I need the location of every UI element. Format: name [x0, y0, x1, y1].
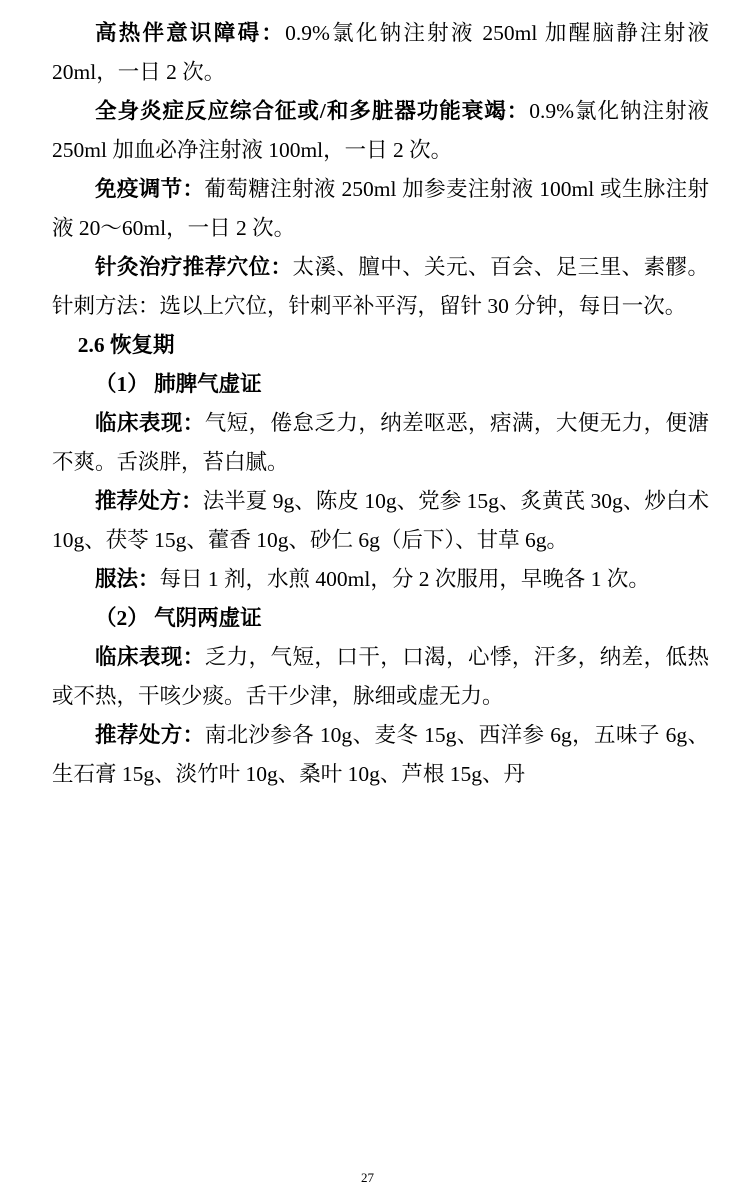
- paragraph-text: 0.9%氯化钠注射液 250ml 加醒脑静注射液 20ml，一日 2 次。: [52, 21, 709, 84]
- section-heading: 2.6 恢复期: [77, 333, 175, 357]
- paragraph-block: [52, 638, 709, 716]
- paragraph-bold-lead: 临床表现：: [95, 645, 205, 669]
- paragraph-block: [52, 482, 709, 560]
- paragraph-block: [52, 404, 709, 482]
- paragraph-text: 每日 1 剂，水煎 400ml，分 2 次服用，早晚各 1 次。: [159, 567, 650, 591]
- paragraph-block: [52, 560, 709, 599]
- paragraph-text: 葡萄糖注射液 250ml 加参麦注射液 100ml 或生脉注射液 20～60ml，一日 2 次。: [52, 177, 709, 240]
- paragraph-bold-lead: 临床表现：: [95, 411, 205, 435]
- section-subheading: （2） 气阴两虚证: [95, 606, 262, 630]
- paragraph-bold-lead: 推荐处方：: [95, 489, 203, 513]
- paragraph-bold-lead: 推荐处方：: [95, 723, 205, 747]
- paragraph-block: [52, 716, 709, 794]
- paragraph-bold-lead: 服法：: [95, 567, 160, 591]
- paragraph-text: 0.9%氯化钠注射液 250ml 加血必净注射液 100ml，一日 2 次。: [52, 99, 709, 162]
- paragraph-text: 法半夏 9g、陈皮 10g、党参 15g、炙黄芪 30g、炒白术 10g、茯苓 15g、藿香 10g、砂仁 6g（后下）、甘草 6g。: [52, 489, 709, 552]
- section-subheading: （1） 肺脾气虚证: [95, 372, 262, 396]
- paragraph-bold-lead: 针灸治疗推荐穴位：: [95, 255, 293, 279]
- paragraph-bold-lead: 高热伴意识障碍：: [95, 21, 286, 45]
- page-number: 27: [361, 1170, 374, 1185]
- paragraph-text: 南北沙参各 10g、麦冬 15g、西洋参 6g，五味子 6g、生石膏 15g、淡竹叶 10g、桑叶 10g、芦根 15g、丹: [52, 723, 709, 786]
- paragraph-text: 太溪、膻中、关元、百会、足三里、素髎。针刺方法：选以上穴位，针刺平补平泻，留针 30 分钟，每日一次。: [52, 255, 709, 318]
- paragraph-text: 乏力，气短，口干，口渴，心悸，汗多，纳差，低热或不热，干咳少痰。舌干少津，脉细或虚无力。: [52, 645, 709, 708]
- paragraph-block: [52, 92, 709, 170]
- paragraph-bold-lead: 免疫调节：: [95, 177, 205, 201]
- paragraph-block: [52, 170, 709, 248]
- paragraph-block: [52, 14, 709, 92]
- paragraph-block: [52, 248, 709, 326]
- paragraph-text: 气短，倦怠乏力，纳差呕恶，痞满，大便无力，便溏不爽。舌淡胖，苔白腻。: [52, 411, 709, 474]
- paragraph-bold-lead: 全身炎症反应综合征或/和多脏器功能衰竭：: [95, 99, 530, 123]
